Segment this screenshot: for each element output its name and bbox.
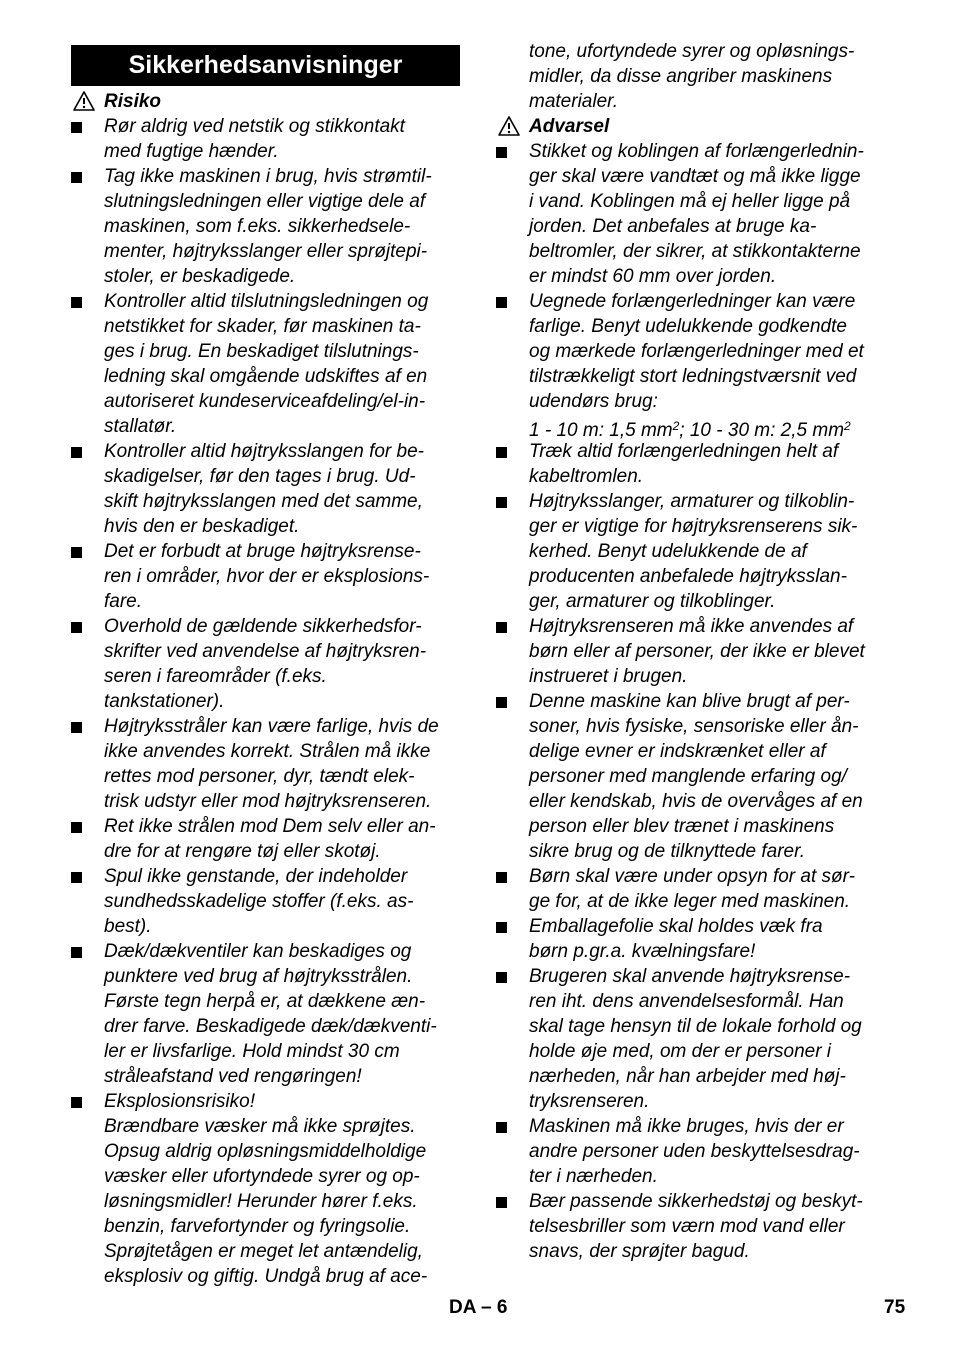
list-item-line: ge for, at de ikke leger med maskinen. xyxy=(529,891,851,912)
list-item-line: skal tage hensyn til de lokale forhold og xyxy=(529,1016,862,1037)
list-item-line: kabeltromlen. xyxy=(529,466,644,487)
list-item-line: Opsug aldrig opløsningsmiddelholdige xyxy=(104,1141,427,1162)
list-item-line: Stikket og koblingen af forlængerlednin- xyxy=(529,141,864,162)
risk-heading: Risiko xyxy=(104,91,162,112)
list-item-line: jorden. Det anbefales at bruge ka- xyxy=(529,216,817,237)
list-item-line: Rør aldrig ved netstik og stikkontakt xyxy=(104,116,405,137)
list-item-line: stråleafstand ved rengøringen! xyxy=(104,1066,362,1087)
warning-triangle-icon xyxy=(498,116,520,136)
list-item-line: ren iht. dens anvendelsesformål. Han xyxy=(529,991,844,1012)
list-item-line: Bær passende sikkerhedstøj og beskyt- xyxy=(529,1191,863,1212)
list-item-line: holde øje med, om der er personer i xyxy=(529,1041,832,1062)
cable-spec-text: ; 10 - 30 m: 2,5 mm xyxy=(679,420,845,441)
list-item-line: Ret ikke strålen mod Dem selv eller an- xyxy=(104,816,436,837)
list-item-line: Brugeren skal anvende højtryksrense- xyxy=(529,966,851,987)
list-item-line: børn p.gr.a. kvælningsfare! xyxy=(529,941,756,962)
list-item-line: skadigelser, før den tages i brug. Ud- xyxy=(104,466,416,487)
list-item-line: best). xyxy=(104,916,152,937)
list-item-line: punktere ved brug af højtryksstrålen. xyxy=(104,966,413,987)
bullet-icon xyxy=(496,622,507,633)
bullet-icon xyxy=(71,872,82,883)
list-item-line: seren i fareområder (f.eks. xyxy=(104,666,327,687)
list-item-line: rettes mod personer, dyr, tændt elek- xyxy=(104,766,415,787)
list-item-line: netstikket for skader, før maskinen ta- xyxy=(104,316,421,337)
list-item-line: telsesbriller som værn mod vand eller xyxy=(529,1216,845,1237)
list-item-line: snavs, der sprøjter bagud. xyxy=(529,1241,750,1262)
list-item-line: stallatør. xyxy=(104,416,177,437)
bullet-icon xyxy=(496,872,507,883)
list-item-line: ikke anvendes korrekt. Strålen må ikke xyxy=(104,741,431,762)
list-item-line: skrifter ved anvendelse af højtryksren- xyxy=(104,641,427,662)
continuation-line: tone, ufortyndede syrer og opløsnings- xyxy=(529,41,855,62)
list-item-line: Det er forbudt at bruge højtryksrense- xyxy=(104,541,421,562)
list-item-line: og mærkede forlængerledninger med et xyxy=(529,341,864,362)
list-item-line: sikre brug og de tilknyttede farer. xyxy=(529,841,805,862)
bullet-icon xyxy=(71,122,82,133)
superscript: 2 xyxy=(672,419,680,433)
list-item-line: Maskinen må ikke bruges, hvis der er xyxy=(529,1116,844,1137)
list-item-line: Spul ikke genstande, der indeholder xyxy=(104,866,408,887)
bullet-icon xyxy=(71,447,82,458)
bullet-icon xyxy=(71,722,82,733)
list-item-line: Denne maskine kan blive brugt af per- xyxy=(529,691,850,712)
list-item-line: tryksrenseren. xyxy=(529,1091,650,1112)
list-item-line: ges i brug. En beskadiget tilslutnings- xyxy=(104,341,419,362)
bullet-icon xyxy=(496,447,507,458)
bullet-icon xyxy=(71,547,82,558)
cable-spec-text: 1 - 10 m: 1,5 mm xyxy=(529,420,673,441)
page-title: Sikkerhedsanvisninger xyxy=(71,45,460,86)
superscript: 2 xyxy=(844,419,851,433)
list-item-line: tilstrækkeligt stort ledningstværsnit ved xyxy=(529,366,857,387)
list-item-line: hvis den er beskadiget. xyxy=(104,516,300,537)
bullet-icon xyxy=(496,497,507,508)
list-item-line: menter, højtryksslanger eller sprøjtepi- xyxy=(104,241,428,262)
list-item-line: farlige. Benyt udelukkende godkendte xyxy=(529,316,847,337)
bullet-icon xyxy=(71,947,82,958)
list-item-line: ren i områder, hvor der er eksplosions- xyxy=(104,566,430,587)
list-item-line: autoriseret kundeserviceafdeling/el-in- xyxy=(104,391,426,412)
list-item-line: Højtryksstråler kan være farlige, hvis de xyxy=(104,716,439,737)
list-item-line: ler er livsfarlige. Hold mindst 30 cm xyxy=(104,1041,400,1062)
bullet-icon xyxy=(71,1097,82,1108)
list-item-line: stoler, er beskadigede. xyxy=(104,266,296,287)
list-item-line: Brændbare væsker må ikke sprøjtes. xyxy=(104,1116,416,1137)
list-item-line: soner, hvis fysiske, sensoriske eller ån- xyxy=(529,716,859,737)
list-item-line: Træk altid forlængerledningen helt af xyxy=(529,441,839,462)
list-item-line: delige evner er indskrænket eller af xyxy=(529,741,826,762)
list-item-line: beltromler, der sikrer, at stikkontakterne xyxy=(529,241,861,262)
bullet-icon xyxy=(496,147,507,158)
list-item-line: person eller blev trænet i maskinens xyxy=(529,816,835,837)
list-item-line: ger, armaturer og tilkoblinger. xyxy=(529,591,776,612)
list-item-line: Dæk/dækventiler kan beskadiges og xyxy=(104,941,412,962)
list-item-line: med fugtige hænder. xyxy=(104,141,279,162)
bullet-icon xyxy=(496,1122,507,1133)
list-item-line: Højtryksslanger, armaturer og tilkoblin- xyxy=(529,491,855,512)
list-item-line: er mindst 60 mm over jorden. xyxy=(529,266,777,287)
list-item-line: nærheden, når han arbejder med høj- xyxy=(529,1066,846,1087)
list-item-line: sundhedsskadelige stoffer (f.eks. as- xyxy=(104,891,414,912)
list-item-line: Sprøjtetågen er meget let antændelig, xyxy=(104,1241,423,1262)
list-item-line: Uegnede forlængerledninger kan være xyxy=(529,291,856,312)
list-item-line: dre for at rengøre tøj eller skotøj. xyxy=(104,841,381,862)
list-item-line: andre personer uden beskyttelsesdrag- xyxy=(529,1141,860,1162)
list-item-line: ter i nærheden. xyxy=(529,1166,658,1187)
bullet-icon xyxy=(71,822,82,833)
list-item-line: fare. xyxy=(104,591,143,612)
bullet-icon xyxy=(71,172,82,183)
list-item-line: ger er vigtige for højtryksrenserens sik- xyxy=(529,516,858,537)
list-item-line: Kontroller altid tilslutningsledningen og xyxy=(104,291,429,312)
list-item-line: producenten anbefalede højtryksslan- xyxy=(529,566,847,587)
list-item-line: Overhold de gældende sikkerhedsfor- xyxy=(104,616,422,637)
list-item-line: Børn skal være under opsyn for at sør- xyxy=(529,866,855,887)
list-item-line: Højtryksrenseren må ikke anvendes af xyxy=(529,616,854,637)
list-item-line: væsker eller ufortyndede syrer og op- xyxy=(104,1166,420,1187)
list-item-line: Kontroller altid højtryksslangen for be- xyxy=(104,441,424,462)
list-item-line: ger skal være vandtæt og må ikke ligge xyxy=(529,166,861,187)
list-item-line: ledning skal omgående udskiftes af en xyxy=(104,366,428,387)
list-item-line: eller kendskab, hvis de overvåges af en xyxy=(529,791,863,812)
list-item-line: maskinen, som f.eks. sikkerhedsele- xyxy=(104,216,411,237)
bullet-icon xyxy=(496,1197,507,1208)
list-item-line: skift højtryksslangen med det samme, xyxy=(104,491,423,512)
footer-section-label: DA – 6 xyxy=(449,1297,508,1318)
list-item-line: trisk udstyr eller mod højtryksrenseren. xyxy=(104,791,432,812)
list-item-line: personer med manglende erfaring og/ xyxy=(529,766,847,787)
list-item-line: Første tegn herpå er, at dækkene æn- xyxy=(104,991,426,1012)
continuation-line: materialer. xyxy=(529,91,619,112)
list-item-line: slutningsledningen eller vigtige dele af xyxy=(104,191,426,212)
warning-heading: Advarsel xyxy=(529,116,610,137)
bullet-icon xyxy=(496,922,507,933)
list-item-line: løsningsmidler! Herunder hører f.eks. xyxy=(104,1191,418,1212)
list-item-line: tankstationer). xyxy=(104,691,225,712)
list-item-line: kerhed. Benyt udelukkende de af xyxy=(529,541,807,562)
bullet-icon xyxy=(71,622,82,633)
list-item-line: eksplosiv og giftig. Undgå brug af ace- xyxy=(104,1266,428,1287)
list-item-line: børn eller af personer, der ikke er blevet xyxy=(529,641,865,662)
list-item-line: Tag ikke maskinen i brug, hvis strømtil- xyxy=(104,166,432,187)
list-item-line: Emballagefolie skal holdes væk fra xyxy=(529,916,823,937)
bullet-icon xyxy=(71,297,82,308)
continuation-line: midler, da disse angriber maskinens xyxy=(529,66,833,87)
footer-page-number: 75 xyxy=(884,1297,906,1318)
warning-triangle-icon xyxy=(73,91,95,111)
list-item-line: instrueret i brugen. xyxy=(529,666,688,687)
bullet-icon xyxy=(496,972,507,983)
cable-spec-line xyxy=(529,414,851,439)
list-item-line: udendørs brug: xyxy=(529,391,658,412)
list-item-line: i vand. Koblingen må ej heller ligge på xyxy=(529,191,851,212)
bullet-icon xyxy=(496,697,507,708)
list-item-line: benzin, farvefortynder og fyringsolie. xyxy=(104,1216,411,1237)
list-item-line: drer farve. Beskadigede dæk/dækventi- xyxy=(104,1016,437,1037)
bullet-icon xyxy=(496,297,507,308)
list-item-line: Eksplosionsrisiko! xyxy=(104,1091,255,1112)
